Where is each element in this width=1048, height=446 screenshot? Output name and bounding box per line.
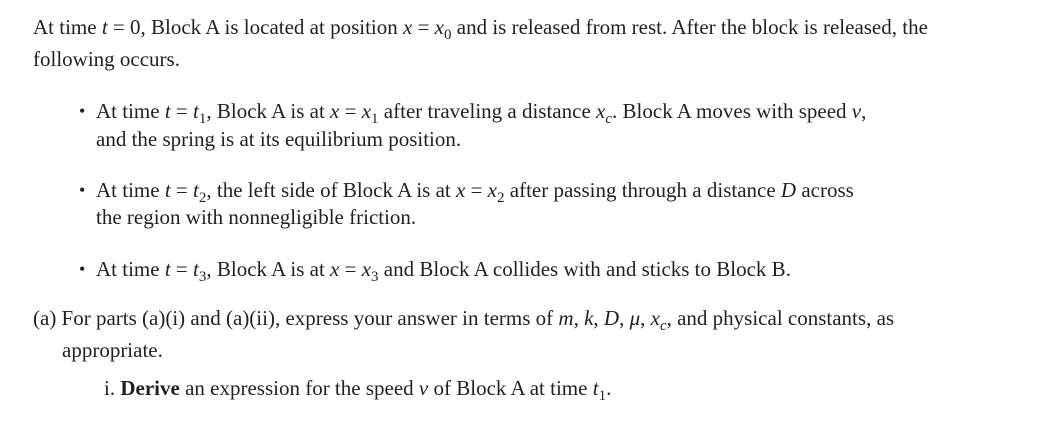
var-k: k bbox=[584, 306, 594, 330]
equals: = bbox=[170, 257, 194, 281]
bullet-text: At time bbox=[96, 257, 165, 281]
separator: , bbox=[640, 306, 651, 330]
bullet-text: , Block A is at bbox=[206, 99, 331, 123]
part-a-line-1 bbox=[33, 305, 895, 334]
bullet-text: after traveling a distance bbox=[378, 99, 597, 123]
subscript: 1 bbox=[198, 111, 207, 127]
bullet-text: . Block A moves with speed bbox=[612, 99, 852, 123]
equals: = bbox=[339, 99, 362, 123]
var-t: t bbox=[164, 99, 171, 123]
subscript: 3 bbox=[371, 269, 379, 285]
bullet-text: , the left side of Block A is at bbox=[206, 178, 456, 202]
var-t: t bbox=[164, 257, 171, 281]
subscript: 3 bbox=[198, 269, 207, 285]
bullet-text: the region with nonnegligible friction. bbox=[96, 205, 417, 229]
intro-line-2 bbox=[33, 46, 180, 72]
intro-line-1 bbox=[33, 14, 928, 43]
var-D: D bbox=[603, 306, 620, 330]
var-t3: t bbox=[193, 257, 199, 281]
var-x0: x bbox=[434, 15, 444, 39]
bullet-dot: • bbox=[79, 180, 86, 200]
bullet-dot: • bbox=[79, 259, 86, 279]
bullet-2-line-1 bbox=[96, 177, 854, 206]
part-a-text: , and physical constants, as bbox=[666, 306, 895, 330]
separator: , bbox=[619, 306, 630, 330]
bullet-1-line-1 bbox=[96, 98, 867, 127]
part-a-text: (a) For parts (a)(i) and (a)(ii), express your answer in terms of bbox=[33, 306, 559, 330]
bullet-1-line-2 bbox=[96, 126, 461, 152]
var-mu: μ bbox=[629, 306, 641, 330]
intro-text: At time bbox=[33, 15, 102, 39]
subscript: c bbox=[605, 111, 613, 127]
var-v: v bbox=[418, 376, 429, 400]
var-t1: t bbox=[193, 99, 199, 123]
subscript: 0 bbox=[444, 27, 452, 43]
equals: = bbox=[412, 15, 435, 39]
bullet-text: and Block A collides with and sticks to Block B. bbox=[378, 257, 791, 281]
bullet-text: across bbox=[796, 178, 854, 202]
var-x2: x bbox=[487, 178, 497, 202]
part-i-text: . bbox=[606, 376, 612, 400]
subscript: c bbox=[659, 318, 667, 334]
part-i-line bbox=[104, 375, 612, 404]
separator: , bbox=[593, 306, 604, 330]
subscript: 2 bbox=[497, 190, 505, 206]
var-x: x bbox=[330, 257, 340, 281]
var-x: x bbox=[403, 15, 413, 39]
bullet-text: after passing through a distance bbox=[504, 178, 781, 202]
bullet-text: and the spring is at its equilibrium position. bbox=[96, 127, 462, 151]
var-m: m bbox=[558, 306, 574, 330]
bullet-text: , bbox=[861, 99, 867, 123]
equals: = bbox=[170, 99, 194, 123]
part-a-text: appropriate. bbox=[62, 338, 163, 362]
part-i-text: an expression for the speed bbox=[179, 376, 419, 400]
bullet-text: At time bbox=[96, 99, 165, 123]
var-x3: x bbox=[361, 257, 372, 281]
intro-text: = 0, Block A is located at position bbox=[107, 15, 403, 39]
var-t: t bbox=[101, 15, 108, 39]
var-xc: x bbox=[650, 306, 660, 330]
var-xc: x bbox=[596, 99, 606, 123]
bullet-text: , Block A is at bbox=[206, 257, 331, 281]
equals: = bbox=[465, 178, 488, 202]
intro-text: and is released from rest. After the block is released, the bbox=[451, 15, 928, 39]
part-i-number: i. bbox=[104, 376, 121, 400]
subscript: 1 bbox=[371, 111, 379, 127]
var-v: v bbox=[851, 99, 862, 123]
equals: = bbox=[339, 257, 362, 281]
bullet-dot: • bbox=[79, 101, 86, 121]
part-a-line-2 bbox=[62, 337, 163, 363]
subscript: 2 bbox=[198, 190, 207, 206]
task-verb: Derive bbox=[120, 376, 180, 400]
bullet-2-line-2 bbox=[96, 204, 416, 230]
intro-text: following occurs. bbox=[33, 47, 180, 71]
var-x: x bbox=[330, 99, 340, 123]
var-t: t bbox=[164, 178, 171, 202]
separator: , bbox=[573, 306, 585, 330]
var-D: D bbox=[780, 178, 797, 202]
bullet-text: At time bbox=[96, 178, 165, 202]
var-x1: x bbox=[361, 99, 372, 123]
equals: = bbox=[170, 178, 194, 202]
var-t2: t bbox=[193, 178, 199, 202]
bullet-3-line-1 bbox=[96, 256, 791, 285]
part-i-text: of Block A at time bbox=[428, 376, 593, 400]
subscript: 1 bbox=[598, 388, 607, 404]
var-x: x bbox=[456, 178, 466, 202]
var-t1: t bbox=[592, 376, 599, 400]
